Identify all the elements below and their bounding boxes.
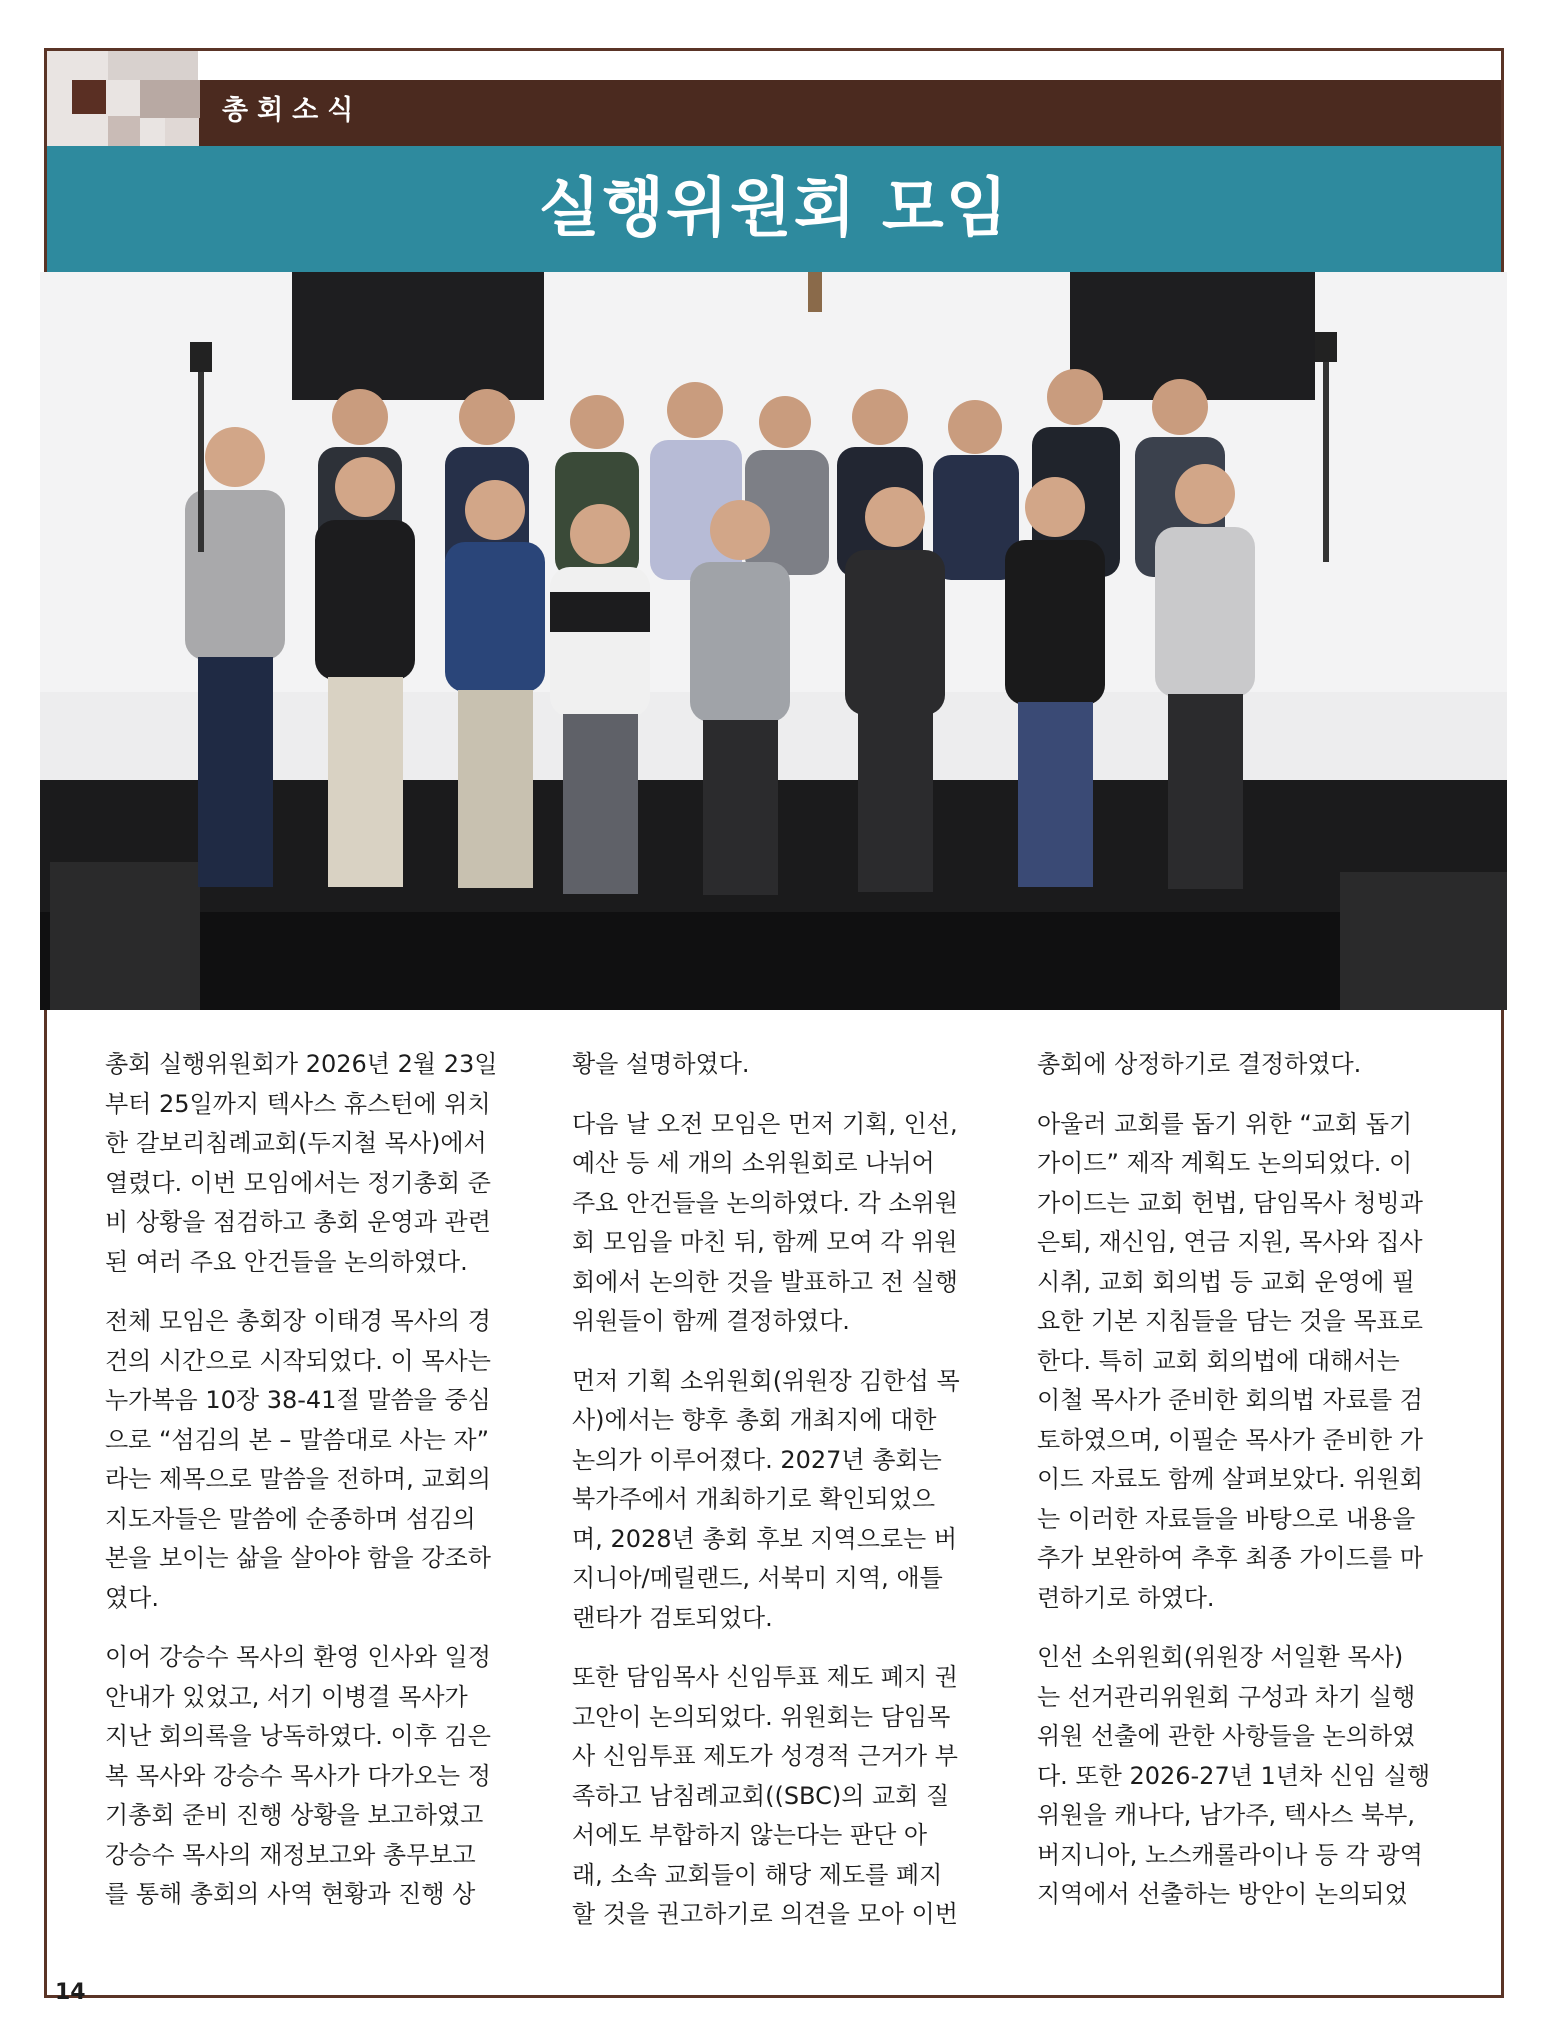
article-column-1 [105, 1045, 530, 1935]
paragraph: 총회 실행위원회가 2026년 2월 23일 부터 25일까지 텍사스 휴스턴에 위치 한 갈보리침례교회(두지철 목사)에서 열렸다. 이번 모임에서는 정기총회 준 비 상황을 점검하고 총회 운영과 관련 된 여러 주요 안건들을 논의하였다. [105, 1050, 498, 1276]
paragraph: 이어 강승수 목사의 환영 인사와 일정 안내가 있었고, 서기 이병결 목사가 지난 회의록을 낭독하였다. 이후 김은 복 목사와 강승수 목사가 다가오는 정 기총회 준비 진행 상황을 보고하였고 강승수 목사의 재정보고와 총무보고 를 통해 총회의 사역 현황과 진행 상 [105, 1643, 491, 1908]
article-column-2 [572, 1045, 997, 1955]
page-number: 14 [55, 1980, 86, 2005]
paragraph: 먼저 기획 소위원회(위원장 김한섭 목 사)에서는 향후 총회 개최지에 대한 논의가 이루어졌다. 2027년 총회는 북가주에서 개최하기로 확인되었으 며, 2028년 총회 후보 지역으로는 버 지니아/메릴랜드, 서북미 지역, 애틀 랜타가 검토되었다. [572, 1366, 960, 1632]
paragraph: 황을 설명하였다. [572, 1050, 750, 1078]
page-title: 실행위원회 모임 [538, 172, 1010, 246]
group-photo-illustration [40, 272, 1507, 1010]
paragraph: 다음 날 오전 모임은 먼저 기획, 인선, 예산 등 세 개의 소위원회로 나뉘어 주요 안건들을 논의하였다. 각 소위원 회 모임을 마친 뒤, 함께 모여 각 위원 회에서 논의한 것을 발표하고 전 실행 위원들이 함께 결정하였다. [572, 1109, 958, 1335]
paragraph: 인선 소위원회(위원장 서일환 목사) 는 선거관리위원회 구성과 차기 실행 위원 선출에 관한 사항들을 논의하였 다. 또한 2026-27년 1년차 신임 실행 위원을 캐나다, 남가주, 텍사스 북부, 버지니아, 노스캐롤라이나 등 각 광역 지역에서 선출하는 방안이 논의되었 [1037, 1643, 1431, 1908]
group-photo [40, 272, 1507, 1010]
section-label: 총회소식 [222, 95, 363, 126]
paragraph: 총회에 상정하기로 결정하였다. [1037, 1050, 1362, 1078]
paragraph: 아울러 교회를 돕기 위한 “교회 돕기 가이드” 제작 계획도 논의되었다. 이 가이드는 교회 헌법, 담임목사 청빙과 은퇴, 재신임, 연금 지원, 목사와 집사 시취, 교회 회의법 등 교회 운영에 필 요한 기본 지침들을 담는 것을 목표로 한다. 특히 교회 회의법에 대해서는 이철 목사가 준비한 회의법 자료를 검 토하였으며, 이필순 목사가 준비한 가 이드 자료도 함께 살펴보았다. 위원회 는 이러한 자료들을 바탕으로 내용을 추가 보완하여 추후 최종 가이드를 마 련하기로 하였다. [1037, 1109, 1423, 1612]
paragraph: 또한 담임목사 신임투표 제도 폐지 권 고안이 논의되었다. 위원회는 담임목 사 신임투표 제도가 성경적 근거가 부 족하고 남침례교회((SBC)의 교회 질 서에도 부합하지 않는다는 판단 아 래, 소속 교회들이 해당 제도를 폐지 할 것을 권고하기로 의견을 모아 이번 [572, 1663, 958, 1928]
article-column-3 [1037, 1045, 1462, 1935]
paragraph: 전체 모임은 총회장 이태경 목사의 경 건의 시간으로 시작되었다. 이 목사는 누가복음 10장 38-41절 말씀을 중심 으로 “섬김의 본 – 말씀대로 사는 자” 라는 제목으로 말씀을 전하며, 교회의 지도자들은 말씀에 순종하며 섬김의 본을 보이는 삶을 살아야 함을 강조하 였다. [105, 1307, 491, 1612]
